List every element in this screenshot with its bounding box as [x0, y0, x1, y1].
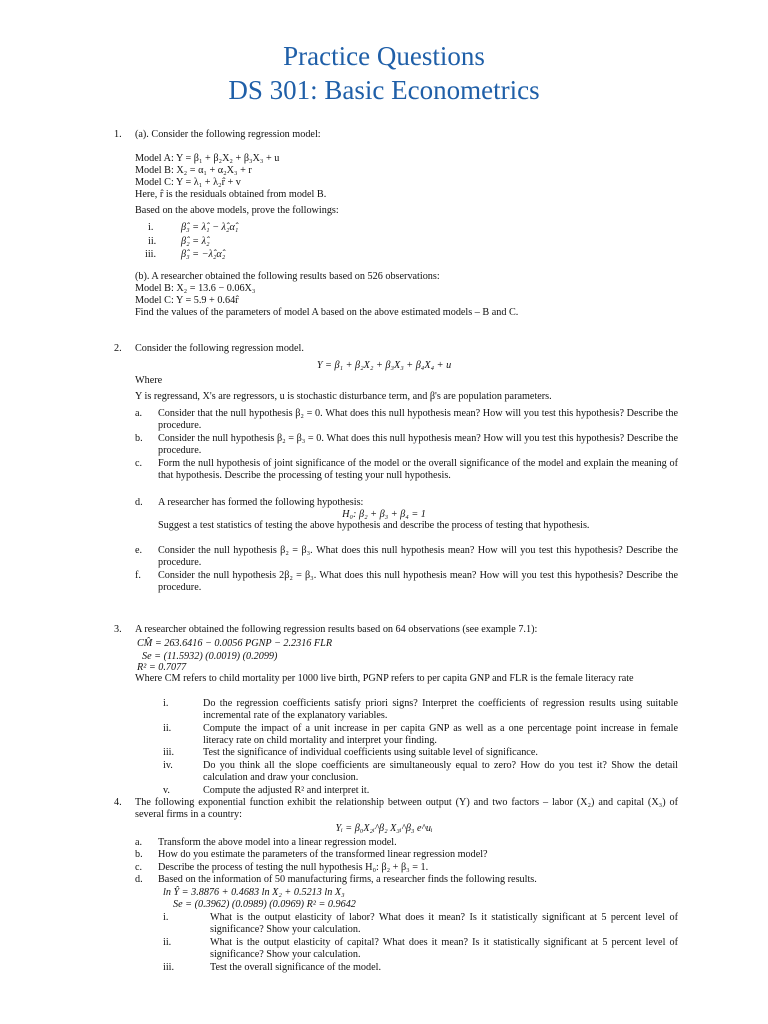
q3-item-text: Compute the impact of a unit increase in per capita GNP as well as a one percentage point increase in female literacy rate on child mortality and interpret your finding.	[203, 723, 678, 747]
q1b-intro: (b). A researcher obtained the following results based on 526 observations:	[135, 271, 440, 282]
q3-number: 3.	[114, 624, 122, 635]
q2-item-num: c.	[135, 458, 143, 469]
q2-item-num: d.	[135, 497, 143, 508]
q1-based: Based on the above models, prove the followings:	[135, 205, 339, 216]
q1-intro: (a). Consider the following regression model:	[135, 129, 321, 140]
q3-where: Where CM refers to child mortality per 1000 live birth, PGNP refers to per capita GNP and FLR is the female literacy rate	[135, 673, 634, 684]
q4-item-text: Describe the process of testing the null hypothesis H₀: β₂ + β₃ = 1.	[158, 862, 429, 873]
q2-d-followup: Suggest a test statistics of testing the above hypothesis and describe the process of testing that hypothesis.	[158, 520, 590, 531]
q1-proof-text: β̂₃ = λ̂₁ − λ̂₂α̂₁	[181, 222, 239, 233]
q3-item-text: Do the regression coefficients satisfy priori signs? Interpret the coefficients of regression results using suitable incremental rate of the explanatory variables.	[203, 698, 678, 722]
q4-sub-text: What is the output elasticity of labor? What does it mean? Is it statistically significant at 5 percent level of significance? Show your calculation.	[210, 912, 678, 936]
q1-proof-num: i.	[148, 222, 154, 233]
doc-subtitle: DS 301: Basic Econometrics	[228, 75, 540, 105]
q3-item-num: iv.	[163, 760, 173, 771]
q2-item-text: Form the null hypothesis of joint significance of the model or the overall significance of the model and explain the meaning of that hypothesis. Describe the processing of testing your null hypothesis.	[158, 458, 678, 482]
q2-number: 2.	[114, 343, 122, 354]
q3-intro: A researcher obtained the following regression results based on 64 observations (see example 7.1):	[135, 624, 538, 635]
q4-standard-errors: Se = (0.3962) (0.0989) (0.0969) R² = 0.9642	[173, 899, 356, 910]
q1-proof-num: ii.	[148, 236, 157, 247]
q1-number: 1.	[114, 129, 122, 140]
q3-item-num: v.	[163, 785, 170, 796]
q3-item-text: Compute the adjusted R² and interpret it.	[203, 785, 370, 796]
q2-definitions: Y is regressand, X's are regressors, u is stochastic disturbance term, and β's are population parameters.	[135, 391, 552, 402]
q3-equation: CM̂ = 263.6416 − 0.0056 PGNP − 2.2316 FLR	[137, 638, 333, 649]
q4-item-text: Transform the above model into a linear regression model.	[158, 837, 397, 848]
q4-intro: The following exponential function exhibit the relationship between output (Y) and two factors – labor (X₂) and capital (X₃) of several firms in a country:	[135, 797, 678, 821]
q4-sub-text: Test the overall significance of the model.	[210, 962, 381, 973]
q1-model-b: Model B: X₂ = α₁ + α₂X₃ + r	[135, 165, 252, 176]
q2-item-text: Consider the null hypothesis β₂ = β₃. What does this null hypothesis mean? How will you test this hypothesis? Describe the procedure.	[158, 545, 678, 569]
q1-proof-num: iii.	[145, 249, 157, 260]
q3-r-squared: R² = 0.7077	[137, 662, 187, 673]
q1-proof-text: β̂₃ = −λ̂₂α̂₂	[181, 249, 226, 260]
q3-item-num: i.	[163, 698, 169, 709]
q2-item-num: b.	[135, 433, 143, 444]
q4-sub-num: i.	[163, 912, 169, 923]
q1-here: Here, r̂ is the residuals obtained from model B.	[135, 189, 327, 200]
q1b-model-c: Model C: Y = 5.9 + 0.64r̂	[135, 295, 239, 306]
q4-number: 4.	[114, 797, 122, 808]
q2-item-num: f.	[135, 570, 141, 581]
q2-item-text: Consider that the null hypothesis β₂ = 0. What does this null hypothesis mean? How will you test this hypothesis? Describe the procedure.	[158, 408, 678, 432]
q2-item-num: e.	[135, 545, 143, 556]
q1-model-a: Model A: Y = β₁ + β₂X₂ + β₃X₃ + u	[135, 153, 280, 164]
q2-equation: Y = β₁ + β₂X₂ + β₃X₃ + β₄X₄ + u	[316, 360, 452, 371]
q3-item-num: ii.	[163, 723, 172, 734]
q2-item-num: a.	[135, 408, 143, 419]
q4-sub-num: ii.	[163, 937, 172, 948]
q4-item-num: d.	[135, 874, 143, 885]
q2-item-text: A researcher has formed the following hypothesis:	[158, 497, 364, 508]
doc-title: Practice Questions	[283, 41, 485, 71]
q4-item-num: b.	[135, 849, 143, 860]
q4-item-text: Based on the information of 50 manufacturing firms, a researcher finds the following results.	[158, 874, 537, 885]
q1b-model-b: Model B: X₂ = 13.6 − 0.06X₃	[135, 283, 256, 294]
q2-intro: Consider the following regression model.	[135, 343, 304, 354]
q2-item-text: Consider the null hypothesis β₂ = β₃ = 0. What does this null hypothesis mean? How will you test this hypothesis? Describe the procedure.	[158, 433, 678, 457]
q4-item-text: How do you estimate the parameters of the transformed linear regression model?	[158, 849, 488, 860]
q4-equation-estimated: ln Ŷ = 3.8876 + 0.4683 ln X₂ + 0.5213 ln X₃	[163, 887, 345, 898]
q3-item-num: iii.	[163, 747, 175, 758]
q2-where: Where	[135, 375, 163, 386]
q1-proof-text: β̂₂ = λ̂₂	[181, 236, 210, 247]
q4-equation: Yᵢ = β₀X₂ᵢ^β₂ X₃ᵢ^β₃ e^uᵢ	[335, 823, 433, 834]
q2-d-equation: H₀: β₂ + β₃ + β₄ = 1	[342, 509, 426, 520]
q4-sub-num: iii.	[163, 962, 175, 973]
q4-sub-text: What is the output elasticity of capital? What does it mean? Is it statistically significant at 5 percent level of significance? Show your calculation.	[210, 937, 678, 961]
q4-item-num: c.	[135, 862, 143, 873]
q1b-find: Find the values of the parameters of model A based on the above estimated models – B and C.	[135, 307, 519, 318]
q1-model-c: Model C: Y = λ₁ + λ₂r̂ + v	[135, 177, 241, 188]
q4-item-num: a.	[135, 837, 143, 848]
q3-standard-errors: Se = (11.5932) (0.0019) (0.2099)	[142, 651, 278, 662]
q3-item-text: Do you think all the slope coefficients are simultaneously equal to zero? How do you test it? Show the detail calculation and draw your conclusion.	[203, 760, 678, 784]
q2-item-text: Consider the null hypothesis 2β₂ = β₃. What does this null hypothesis mean? How will you test this hypothesis? Describe the procedure.	[158, 570, 678, 594]
q3-item-text: Test the significance of individual coefficients using suitable level of significance.	[203, 747, 538, 758]
